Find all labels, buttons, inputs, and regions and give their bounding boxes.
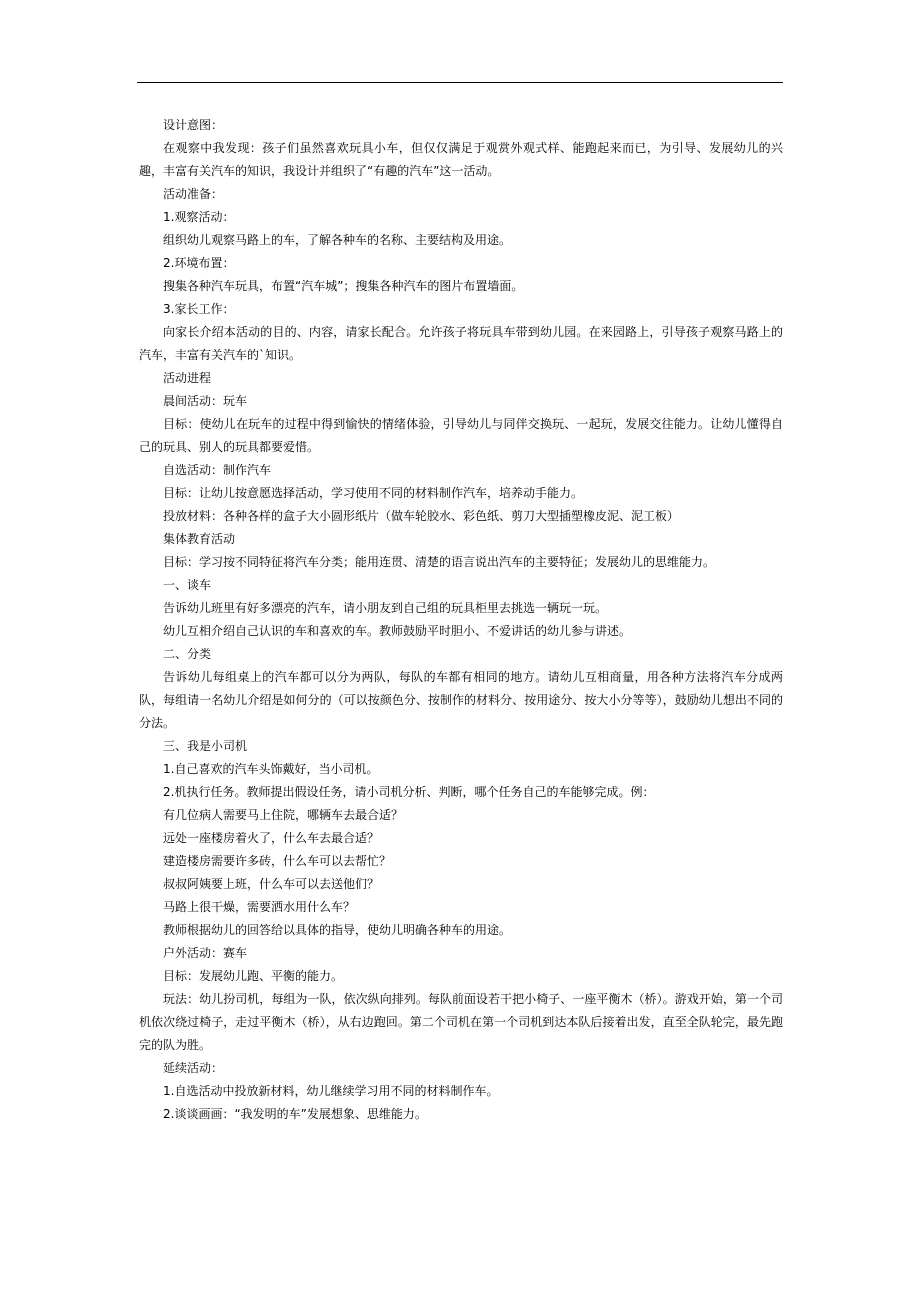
task-question-2: 远处一座楼房着火了，什么车去最合适？ — [163, 831, 380, 845]
subheading-observation: 1.观察活动： — [163, 210, 235, 224]
paragraph-design-intent: 在观察中我发现：孩子们虽然喜欢玩具小车，但仅仅满足于观赏外观式样、能跑起来而已，为引导、发展幼儿的兴趣，丰富有关汽车的知识，我设计并组织了“有趣的汽车”这一活动。 — [139, 141, 783, 178]
subheading-outdoor: 户外活动：赛车 — [163, 946, 248, 960]
subheading-group: 集体教育活动 — [163, 532, 236, 546]
task-question-3: 建造楼房需要许多砖，什么车可以去帮忙？ — [163, 854, 392, 868]
paragraph-parents: 向家长介绍本活动的目的、内容，请家长配合。允许孩子将玩具车带到幼儿园。在来园路上，引导孩子观察马路上的汽车，丰富有关汽车的`知识。 — [139, 325, 783, 362]
paragraph-materials: 投放材料：各种各样的盒子大小圆形纸片（做车轮胶水、彩色纸、剪刀大型插塑橡皮泥、泥工板） — [163, 509, 680, 523]
paragraph-talk-2: 幼儿互相介绍自己认识的车和喜欢的车。教师鼓励平时胆小、不爱讲话的幼儿参与讲述。 — [163, 624, 632, 638]
extension-item-2: 2.谈谈画画：“我发明的车”发展想象、思维能力。 — [163, 1107, 427, 1121]
document-body — [139, 114, 783, 1126]
paragraph-game-rules: 玩法：幼儿扮司机，每组为一队，依次纵向排列。每队前面设若干把小椅子、一座平衡木（桥）。游戏开始，第一个司机依次绕过椅子，走过平衡木（桥），从右边跑回。第二个司机在第一个司机到达本队后接着出发，直至全队轮完，最先跑完的队为胜。 — [139, 992, 783, 1052]
section-classify: 二、分类 — [163, 647, 212, 661]
extension-item-1: 1.自选活动中投放新材料，幼儿继续学习用不同的材料制作车。 — [163, 1084, 499, 1098]
heading-preparation: 活动准备： — [163, 187, 224, 201]
paragraph-free-choice-goal: 目标：让幼儿按意愿选择活动，学习使用不同的材料制作汽车，培养动手能力。 — [163, 486, 584, 500]
paragraph-group-goal: 目标：学习按不同特征将汽车分类；能用连贯、清楚的语言说出汽车的主要特征；发展幼儿的思维能力。 — [163, 555, 716, 569]
heading-design-intent: 设计意图： — [163, 118, 224, 132]
header-rule — [137, 82, 783, 83]
paragraph-outdoor-goal: 目标：发展幼儿跑、平衡的能力。 — [163, 969, 344, 983]
heading-extension: 延续活动： — [163, 1061, 224, 1075]
driver-step-1: 1.自己喜欢的汽车头饰戴好，当小司机。 — [163, 762, 379, 776]
paragraph-talk-1: 告诉幼儿班里有好多漂亮的汽车，请小朋友到自己组的玩具柜里去挑选一辆玩一玩。 — [163, 601, 608, 615]
subheading-morning: 晨间活动：玩车 — [163, 394, 248, 408]
paragraph-classify: 告诉幼儿每组桌上的汽车都可以分为两队，每队的车都有相同的地方。请幼儿互相商量，用各种方法将汽车分成两队，每组请一名幼儿介绍是如何分的（可以按颜色分、按制作的材料分、按用途分、按大小分等等），鼓励幼儿想出不同的分法。 — [139, 670, 783, 730]
subheading-parents: 3.家长工作： — [163, 302, 235, 316]
subheading-environment: 2.环境布置： — [163, 256, 235, 270]
paragraph-observation: 组织幼儿观察马路上的车，了解各种车的名称、主要结构及用途。 — [163, 233, 512, 247]
task-question-1: 有几位病人需要马上住院，哪辆车去最合适？ — [163, 808, 404, 822]
section-little-driver: 三、我是小司机 — [163, 739, 248, 753]
paragraph-morning-goal: 目标：使幼儿在玩车的过程中得到愉快的情绪体验，引导幼儿与同伴交换玩、一起玩，发展交往能力。让幼儿懂得自己的玩具、别人的玩具都要爱惜。 — [139, 417, 783, 454]
section-talk-cars: 一、谈车 — [163, 578, 212, 592]
heading-process: 活动进程 — [163, 371, 212, 385]
paragraph-teacher-guidance: 教师根据幼儿的回答给以具体的指导，使幼儿明确各种车的用途。 — [163, 923, 512, 937]
paragraph-environment: 搜集各种汽车玩具，布置“汽车城”；搜集各种汽车的图片布置墙面。 — [163, 279, 524, 293]
task-question-4: 叔叔阿姨要上班，什么车可以去送他们？ — [163, 877, 380, 891]
task-question-5: 马路上很干燥，需要洒水用什么车？ — [163, 900, 356, 914]
subheading-free-choice: 自选活动：制作汽车 — [163, 463, 272, 477]
driver-step-2: 2.机执行任务。教师提出假设任务，请小司机分析、判断，哪个任务自己的车能够完成。例： — [163, 785, 655, 799]
